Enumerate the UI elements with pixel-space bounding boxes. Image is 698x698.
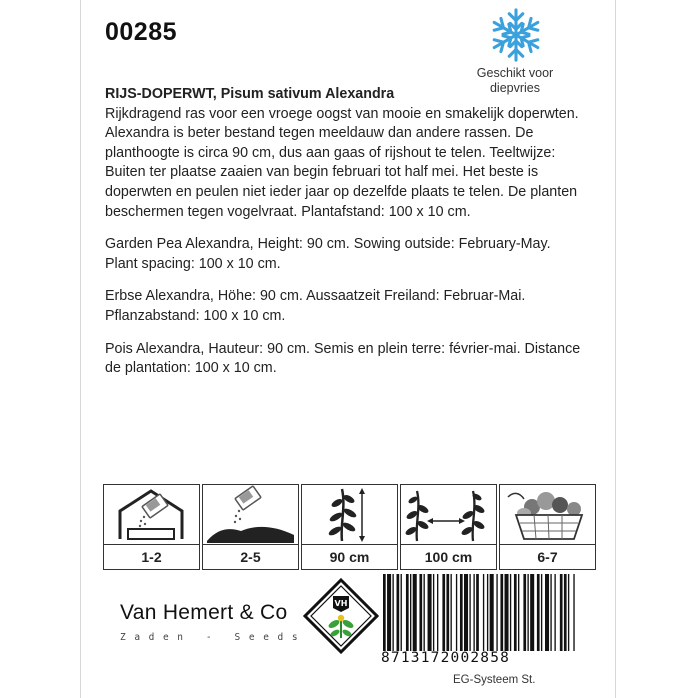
- barcode-bar: [573, 574, 574, 651]
- barcode-bar: [469, 574, 470, 651]
- tile-label: 1-2: [104, 544, 199, 569]
- barcode-bar: [568, 574, 569, 651]
- barcode-bar: [451, 574, 452, 651]
- tile-plant-spacing: [400, 484, 497, 570]
- barcode-bar: [564, 574, 567, 651]
- barcode-bar: [487, 574, 488, 651]
- barcode-bar: [541, 574, 542, 651]
- barcode-bar: [476, 574, 479, 651]
- barcode-bar: [410, 574, 411, 651]
- barcode-bar: [464, 574, 468, 651]
- barcode-bar: [406, 574, 409, 651]
- product-code: 00285: [105, 18, 178, 46]
- tile-plant-height: [301, 484, 398, 570]
- barcode-bar: [518, 574, 519, 651]
- barcode-bar: [560, 574, 563, 651]
- barcode-bar: [460, 574, 463, 651]
- barcode-bar: [419, 574, 422, 651]
- barcode-bar: [383, 574, 386, 651]
- barcode-bar: [550, 574, 551, 651]
- tile-harvest: [499, 484, 596, 570]
- description-de: Erbse Alexandra, Höhe: 90 cm. Aussaatzeit Freiland: Februar-Mai. Pflanzabstand: 100 x 10 cm.: [105, 288, 526, 324]
- svg-text:VH: VH: [334, 599, 348, 608]
- barcode-bar: [424, 574, 425, 651]
- plant-height-icon: [302, 485, 397, 543]
- freezer-label: Geschikt voor diepvries: [476, 66, 554, 95]
- barcode-bar: [514, 574, 517, 651]
- description-fr: Pois Alexandra, Hauteur: 90 cm. Semis en plein terre: février-mai. Distance de plantation: 100 x 10 cm.: [105, 340, 581, 377]
- barcode-bar: [554, 574, 555, 651]
- van-hemert-logo: [303, 578, 379, 654]
- plant-spacing-icon: [401, 485, 496, 543]
- barcode-bar: [490, 574, 494, 651]
- barcode: [383, 574, 575, 651]
- barcode-bar: [433, 574, 434, 651]
- barcode-bar: [500, 574, 503, 651]
- barcode-bar: [505, 574, 509, 651]
- barcode-bar: [510, 574, 511, 651]
- description-en: Garden Pea Alexandra, Height: 90 cm. Sowing outside: February-May. Plant spacing: 100 x 10 cm.: [105, 236, 551, 272]
- barcode-bar: [437, 574, 438, 651]
- certification-label: EG-Systeem St.: [453, 674, 536, 686]
- barcode-bar: [392, 574, 393, 651]
- brand-tagline: Zaden - Seeds: [120, 632, 307, 643]
- barcode-number: 8713172002858: [381, 650, 511, 666]
- barcode-bar: [473, 574, 474, 651]
- tile-greenhouse-sowing: [103, 484, 200, 570]
- tile-label: 2-5: [203, 544, 298, 569]
- brand-name: Van Hemert & Co: [120, 601, 288, 624]
- barcode-bar: [413, 574, 417, 651]
- description-nl-title: RIJS-DOPERWT, Pisum sativum Alexandra: [105, 86, 395, 102]
- description-nl-body: Rijkdragend ras voor een vroege oogst van mooie en smakelijk doperwten. Alexandra is beter bestand tegen meeldauw dan andere rassen. De planthoogte is circa 90 cm, dus aan gaas of rijshout te telen. Teeltwijze: Buiten ter plaatse zaaien van begin februari tot half mei. Het beste is doperwten en peulen niet ieder jaar op dezelfde plaats te telen. De planten beschermen tegen vogelvraat. Plantafstand: 100 x 10 cm.: [105, 105, 579, 220]
- barcode-bar: [496, 574, 497, 651]
- barcode-bar: [527, 574, 528, 651]
- barcode-bar: [387, 574, 391, 651]
- outdoor-sowing-icon: [203, 485, 298, 543]
- barcode-bar: [545, 574, 549, 651]
- barcode-bar: [530, 574, 534, 651]
- greenhouse-sowing-icon: [104, 485, 199, 543]
- tile-label: 100 cm: [401, 544, 496, 569]
- barcode-bar: [483, 574, 484, 651]
- tile-label: 6-7: [500, 544, 595, 569]
- description-block: [105, 85, 585, 392]
- barcode-bar: [442, 574, 445, 651]
- barcode-bar: [446, 574, 449, 651]
- barcode-bar: [523, 574, 526, 651]
- description-nl: [105, 85, 585, 222]
- barcode-bar: [537, 574, 540, 651]
- snowflake-icon: [487, 6, 545, 64]
- barcode-bar: [428, 574, 432, 651]
- harvest-basket-icon: [500, 485, 595, 543]
- tile-outdoor-sowing: [202, 484, 299, 570]
- tile-label: 90 cm: [302, 544, 397, 569]
- barcode-bar: [397, 574, 400, 651]
- barcode-bar: [456, 574, 457, 651]
- barcode-bar: [401, 574, 402, 651]
